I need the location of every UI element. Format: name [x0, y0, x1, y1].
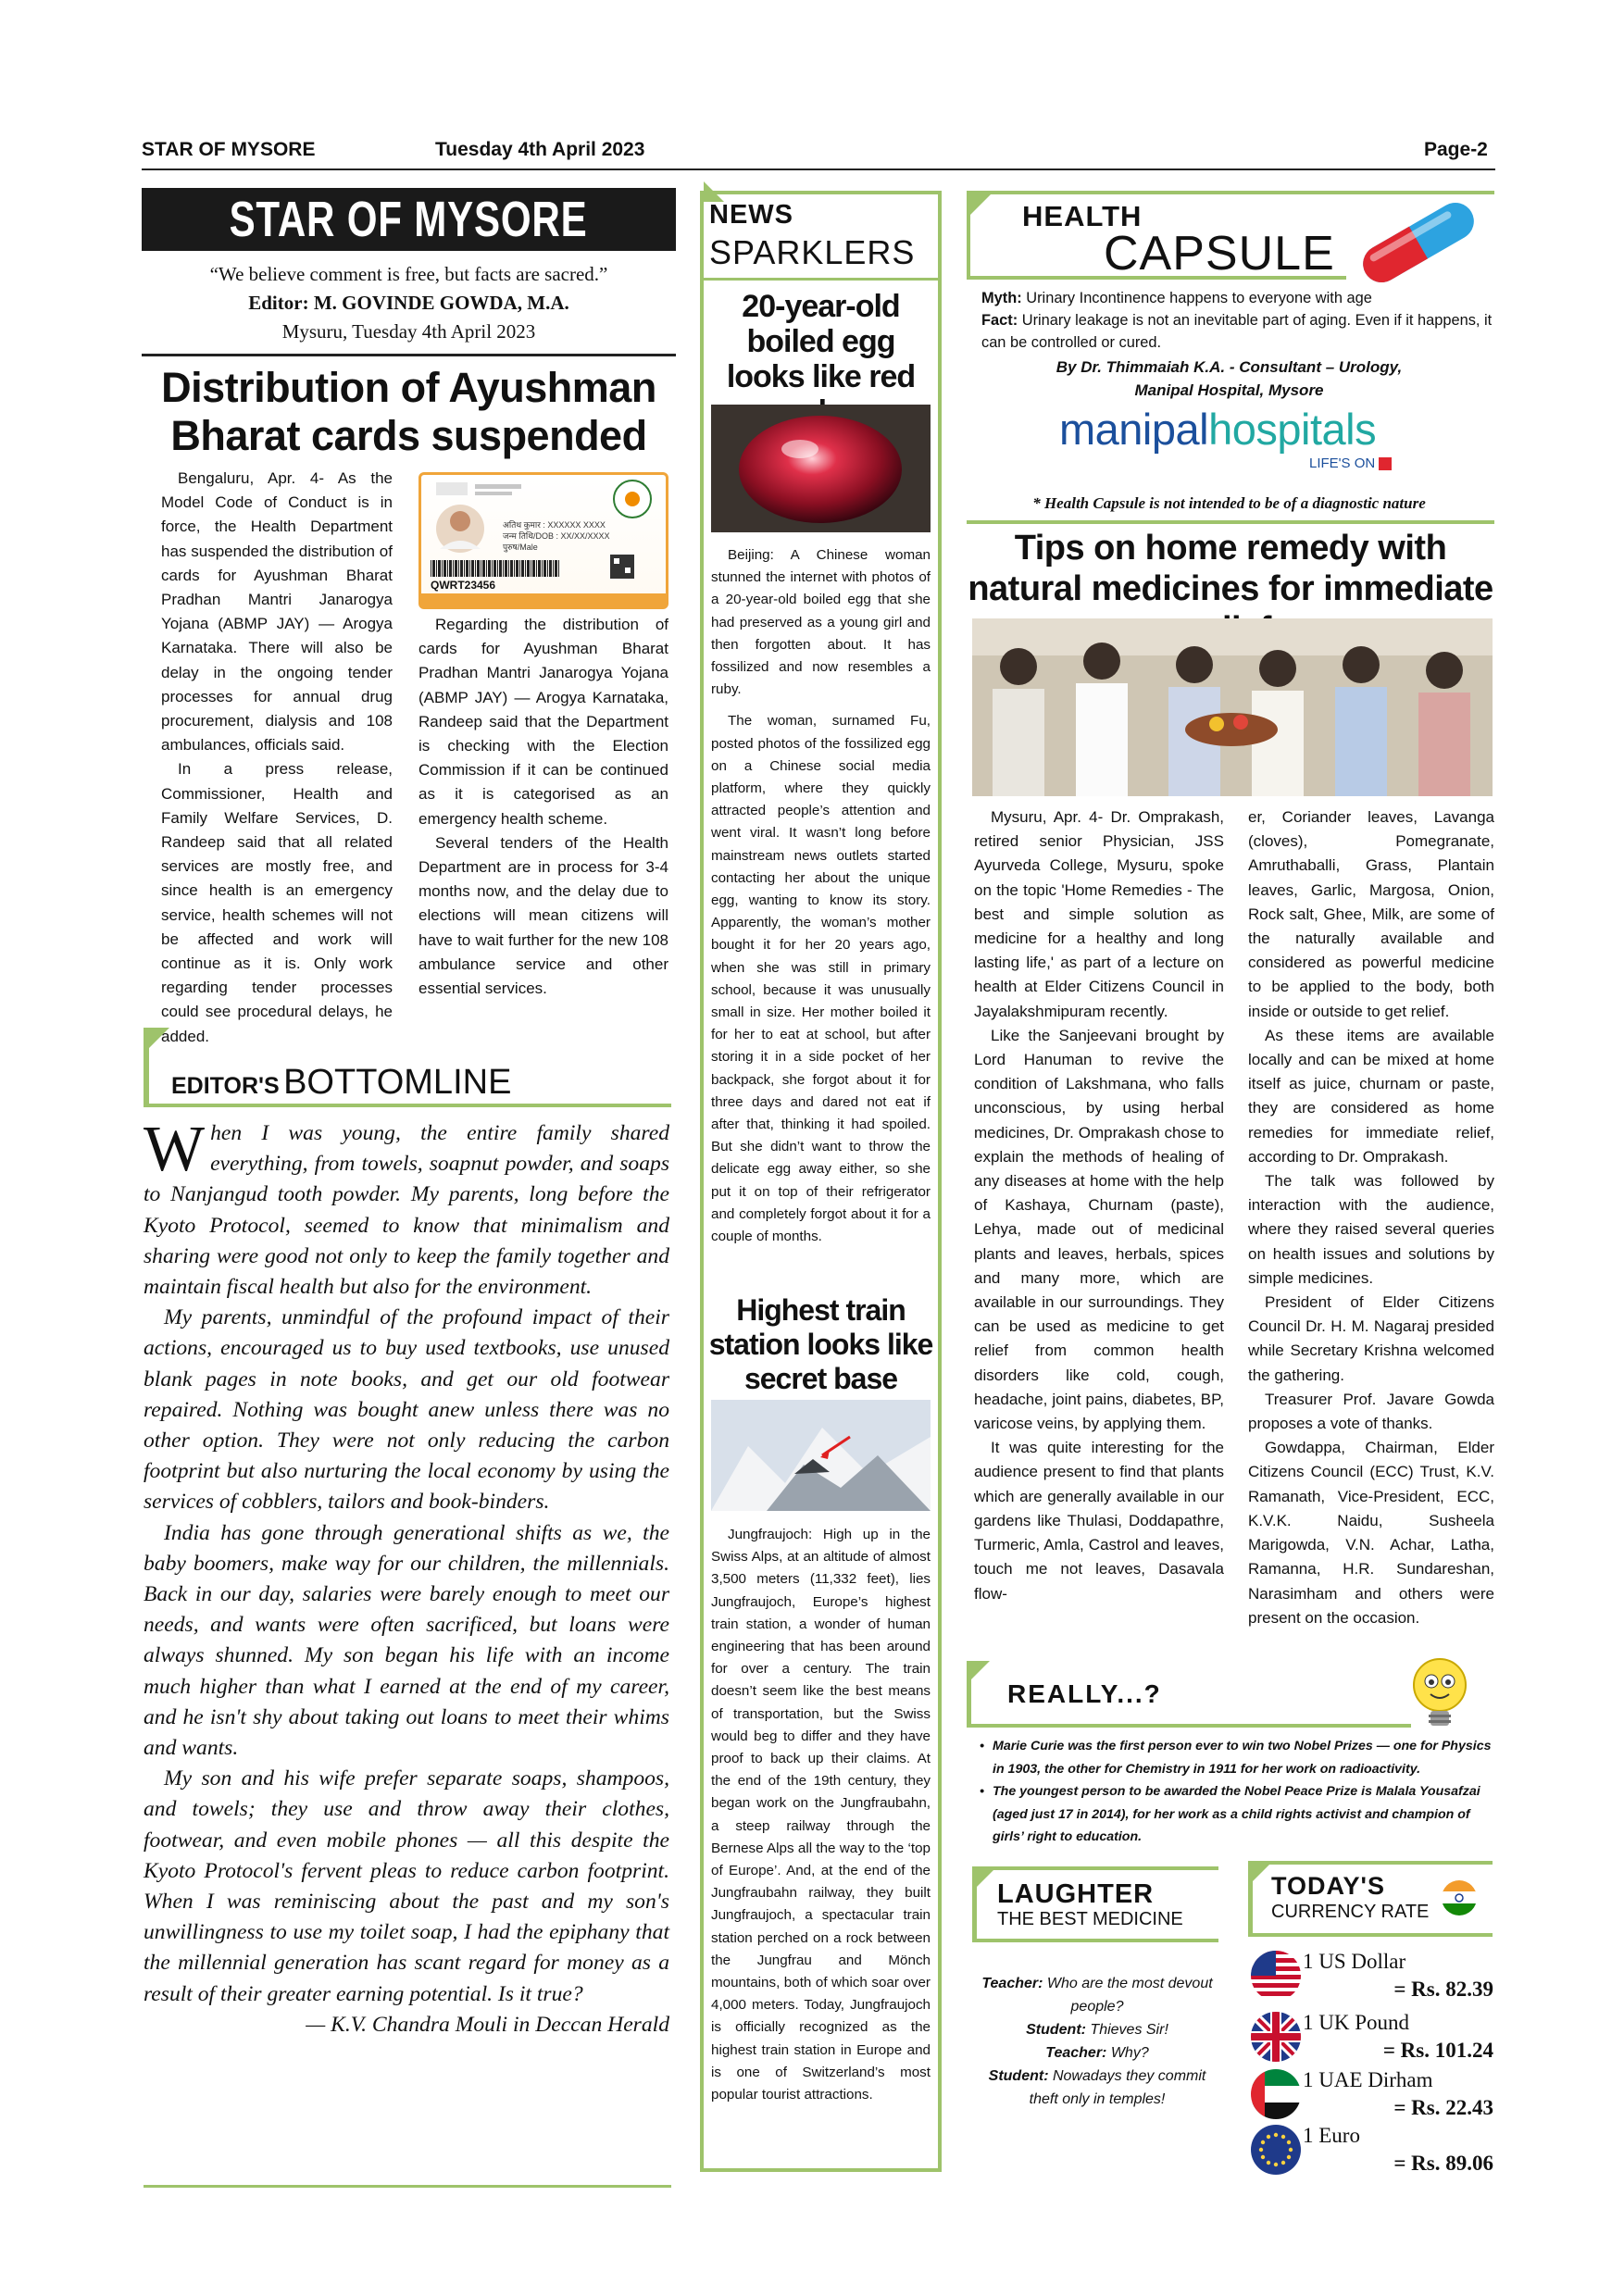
news-title-bold: NEWS [709, 200, 793, 230]
really-item: • Marie Curie was the first person ever to win two Nobel Prizes — one for Physics in 1903, the other for Chemistry in 1911 for her work on radioactivity. [980, 1739, 1492, 1777]
masthead-editor: Editor: M. GOVINDE GOWDA, M.A. [248, 292, 569, 314]
joke-line: Student: Thieves Sir! [1026, 2022, 1168, 2038]
remedy-col2-para: The talk was followed by interaction with the audience, where they raised several queries on health issues and solutions by simple medicines. [1248, 1172, 1494, 1287]
currency-name: 1 UAE Dirham [1303, 2068, 1433, 2091]
lead-col2 [418, 613, 668, 1001]
remedy-col1-para: Like the Sanjeevani brought by Lord Hanuman to revive the condition of Lakshmana, who falls unconscious, by using herbal medicines, Dr. Omprakash chose to explain the methods of healing of any diseases at home with the help of Kashaya, Churnam (paste), Lehya, made out of medicinal plants and leaves, herbals, spices and many more, which are available in our surroundings. They can be used as medicine to get relief from common health disorders like cold, cough, headache, joint pains, diabetes, BP, varicose veins, by applying them. [974, 1026, 1224, 1433]
health-byline: By Dr. Thimmaiah K.A. - Consultant – Urology, Manipal Hospital, Mysore [1056, 358, 1403, 399]
editor-box-tab [149, 1028, 169, 1048]
header-paper-name: STAR OF MYSORE [142, 139, 316, 160]
train-station-photo [711, 1400, 931, 1511]
currency-subtitle: CURRENCY RATE [1271, 1902, 1430, 1922]
health-disclaimer: * Health Capsule is not intended to be of a diagnostic nature [1032, 494, 1426, 512]
currency-rate: = Rs. 89.06 [1393, 2152, 1493, 2175]
lightbulb-icon [1403, 1650, 1477, 1738]
laughter-box-bottom [972, 1939, 1218, 1942]
news-story2-text [711, 1524, 931, 2106]
capsule-icon [1344, 198, 1493, 286]
health-myth: Urinary Incontinence happens to everyone with age [1026, 290, 1372, 306]
ayushman-card-image [418, 472, 668, 609]
egg-graphic [711, 405, 931, 532]
editor-box-title: EDITOR'S BOTTOMLINE [171, 1063, 512, 1102]
masthead-title: STAR OF MYSORE [142, 188, 676, 251]
remedy-col2-para: Gowdappa, Chairman, Elder Citizens Council (ECC) Trust, K.V. Ramanath, Vice-President, ECC, K.V.K. Naidu, Susheela Marigowda, V.N. Achar, Latha, Ramanna, H.R. Sundareshan, Narasimham and others were present on the occasion. [1248, 1439, 1494, 1627]
news-title-light: SPARKLERS [709, 233, 916, 271]
editor-bottom-rule [144, 2185, 671, 2188]
joke-line: Teacher: Why? [1045, 2045, 1149, 2061]
card-gender-line: पुरुष/Male [503, 543, 538, 552]
editor-para: India has gone through generational shifts as we, the baby boomers, make way for our children, the millennials. Back in our day, salaries were barely enough to meet our needs, and wants were often sacrificed, but loans were always shunned. My son began his life with an income much higher than what I earned at the end of my career, and he isn't shy about taking out loans to meet their whims and wants. [144, 1520, 669, 1761]
remedy-col2-para: Treasurer Prof. Javare Gowda proposes a vote of thanks. [1248, 1390, 1494, 1433]
remedy-col1-para: Mysuru, Apr. 4- Dr. Omprakash, retired senior Physician, JSS Ayurveda College, Mysuru, spoke on the topic 'Home Remedies - The best and simple solution as medicine for a healthy and long lasting life,' as part of a lecture on health at Elder Citizens Council in Jayalakshmipuram recently. [974, 808, 1224, 1020]
health-box-top [967, 191, 1494, 194]
remedy-col1 [974, 805, 1224, 1606]
editor-para: My son and his wife prefer separate soaps, shampoos, and towels; they use and throw away their clothes, footwear, and even mobile phones — all this despite the Kyoto Protocol's fervent pleas to reduce carbon footprint. When I was reminiscing about the past and my son's unwillingness to use my toilet soap, I had the epiphany that the millennial generation has scant regard for money as a result of their greater earning potential. Is it true? [144, 1766, 669, 2006]
currency-box-tab [1253, 1865, 1269, 1881]
uae-flag-icon [1250, 2068, 1302, 2120]
editor-text [144, 1114, 669, 2040]
uk-flag-icon [1250, 2011, 1302, 2063]
group-photo-graphic [972, 618, 1493, 796]
currency-name: 1 Euro [1303, 2124, 1360, 2147]
currency-box-top [1248, 1861, 1493, 1865]
elder-citizens-photo [972, 618, 1493, 796]
news-title-rule [704, 278, 938, 281]
editor-para: hen I was young, the entire family shared everything, from towels, soapnut powder, and soaps to Nanjangud tooth powder. My parents, long before the Kyoto Protocol, seemed to know that minimalism and sharing were good not only to keep the family together and maintain fiscal health but also for the environment. [144, 1121, 669, 1300]
alps-graphic [711, 1400, 931, 1511]
masthead-motto: “We believe comment is free, but facts are sacred.” [209, 263, 608, 285]
health-title-light: CAPSULE [1104, 227, 1335, 281]
really-box-tab [971, 1661, 990, 1679]
health-myth-fact: Myth: Urinary Incontinence happens to everyone with age Fact: Urinary leakage is not an inevitable part of aging. Even if it happens, it can be controlled or cured. [981, 290, 1493, 351]
remedy-col2-para: As these items are available locally and can be mixed at home itself as juice, churnam or paste, they are considered as home remedies for immediate relief, according to Dr. Omprakash. [1248, 1026, 1494, 1166]
laughter-joke [981, 1972, 1213, 2111]
really-list [980, 1735, 1494, 1849]
card-id: QWRT23456 [431, 579, 496, 592]
news-story1-para: The woman, surnamed Fu, posted photos of the fossilized egg on a Chinese social media platform, where they quickly attracted people’s attention and went viral. It wasn’t long before mainstream news outlets started contacting her about the unique egg, wanting to know its story. Apparently, the woman’s mother bought it for her 20 years ago, when she was still in primary school, because it was unusually small in size. Her mother boiled it for her to eat at school, but after storing it in a side pocket of her backpack, she forgot about it for three days and dared not eat if after that, thinking it had spoiled. But she didn’t want to throw the delicate egg away either, so she put it on top of their refrigerator and completely forgot about it for a couple of months. [711, 713, 931, 1245]
lead-col1-para: In a press release, Commissioner, Health and Family Welfare Services, D. Randeep said that all related services are mostly free, and since health is an emergency service, health schemes will not be affected and work will continue as it is. Only work regarding tender processes could see procedural delays, he added. [161, 760, 393, 1045]
joke-line: Student: Nowadays they commit theft only in temples! [988, 2068, 1206, 2107]
currency-name: 1 UK Pound [1303, 2011, 1410, 2034]
currency-rate: = Rs. 82.39 [1393, 1978, 1493, 2001]
lead-col2-para: Several tenders of the Health Department are in process for 3-4 months now, and the delay due to elections will mean citizens will have to wait further for the new 108 ambulance service and other essential services. [418, 833, 668, 998]
lead-col2-para: Regarding the distribution of cards for Ayushman Bharat Pradhan Mantri Janarogya Yojana (ABMP JAY) — Arogya Karnataka, Randeep said that the Department is checking with the Election Commission if it can be continued as it is categorised as an emergency health scheme. [418, 616, 668, 828]
manipal-logo: manipalhospitals [1059, 405, 1377, 454]
really-box-rule [967, 1724, 1411, 1728]
remedy-col1-para: It was quite interesting for the audience present to find that plants which are generally available in our gardens like Thulasi, Doddapathre, Turmeric, Amla, Castrol and leaves, touch me not leaves, Dasavala flow- [974, 1439, 1224, 1603]
masthead-rule [142, 354, 676, 356]
laughter-box-top [972, 1866, 1218, 1870]
health-bottom-rule [967, 520, 1494, 524]
currency-box-bottom [1248, 1933, 1493, 1937]
remedy-col2-para: er, Coriander leaves, Lavanga (cloves), Pomegranate, Amruthaballi, Grass, Plantain leaves, Garlic, Margosa, Onion, Rock salt, Ghee, Milk, are some of the naturally available and considered as powerful medicine to be applied to the body, both inside or outside to get relief. [1248, 808, 1494, 1020]
news-story2-headline: Highest train station looks like secret base [708, 1293, 933, 1395]
red-egg-photo [711, 405, 931, 532]
currency-name: 1 US Dollar [1303, 1950, 1406, 1973]
really-title: REALLY...? [1007, 1679, 1162, 1708]
news-story1-text [711, 544, 931, 1248]
laughter-title: LAUGHTER [997, 1879, 1155, 1909]
editor-dropcap: W [144, 1114, 206, 1185]
header-date: Tuesday 4th April 2023 [435, 139, 645, 160]
laughter-box-tab [977, 1870, 993, 1887]
currency-rate: = Rs. 101.24 [1382, 2039, 1493, 2062]
health-box-tab [970, 194, 991, 215]
news-box-tab [704, 181, 724, 202]
currency-rate: = Rs. 22.43 [1393, 2096, 1493, 2119]
lead-col1-para: Bengaluru, Apr. 4- As the Model Code of Conduct is in force, the Health Department has suspended the distribution of cards for Ayushman Bharat Pradhan Mantri Janarogya Yojana (ABMP JAY) — Arogya Karnataka. There will also be delay in the ongoing tender processes for annual drug procurement, dialysis and 108 ambulances, officials said. [161, 469, 393, 755]
laughter-subtitle: THE BEST MEDICINE [997, 1909, 1183, 1929]
remedy-col2 [1248, 805, 1494, 1630]
editor-box-rule [144, 1104, 671, 1107]
header-page-number: Page-2 [1424, 139, 1488, 160]
us-flag-icon [1250, 1950, 1302, 2002]
health-title-bold: HEALTH [1022, 200, 1143, 232]
lead-col1 [161, 467, 393, 1049]
currency-title: TODAY'S [1271, 1872, 1385, 1900]
masthead-dateline: Mysuru, Tuesday 4th April 2023 [281, 320, 536, 343]
news-story2-para: Jungfraujoch: High up in the Swiss Alps, at an altitude of almost 3,500 meters (11,332 feet), lies Jungfraujoch, Europe’s highest train station, a wonder of human engineering that has been around for over a century. The train doesn’t seem like the best means of transportation, but the Swiss would beg to differ and they have proof to back up their claims. At the end of the 19th century, they began work on the Jungfraubahn, a steep railway through the Bernese Alps all the way to the ‘top of Europe’. And, at the end of the Jungfraubahn railway, they built Jungfraujoch, a spectacular train station perched on a rock between the Jungfrau and Mönch mountains, both of which soar over 4,000 meters. Today, Jungfraujoch is officially recognized as the highest train station in Europe and is one of Switzerland’s most popular tourist attractions. [711, 1527, 931, 2103]
news-story1-para: Beijing: A Chinese woman stunned the internet with photos of a 20-year-old boiled egg that she had preserved as a young girl and then forgotten about. It has fossilized and now resembles a ruby. [711, 547, 931, 698]
header-rule [142, 168, 1495, 170]
card-dob-line: जन्म तिथि/DOB : XX/XX/XXXX [503, 531, 610, 541]
lead-headline: Distribution of Ayushman Bharat cards suspended [161, 364, 656, 459]
remedy-col2-para: President of Elder Citizens Council Dr. H. M. Nagaraj presided while Secretary Krishna welcomed the gathering. [1248, 1293, 1494, 1384]
eu-flag-icon [1250, 2124, 1302, 2176]
really-item: • The youngest person to be awarded the Nobel Peace Prize is Malala Yousafzai (aged just 17 in 2014), for her work as a child rights activist and champion of girls’ right to education. [980, 1784, 1480, 1845]
manipal-tagline: LIFE'S ON [1309, 455, 1392, 471]
news-story1-headline: 20-year-old boiled egg looks like red [726, 289, 916, 394]
remedy-headline: Tips on home remedy with natural medicines for immediate [968, 529, 1493, 608]
editor-byline: — K.V. Chandra Mouli in Deccan Herald [306, 2012, 669, 2037]
health-fact: Urinary leakage is not an inevitable part of aging. Even if it happens, it can be controlled or cured. [981, 312, 1493, 351]
india-flag-icon [1441, 1879, 1478, 1916]
editor-para: My parents, unmindful of the profound impact of their actions, encouraged us to buy used textbooks, use unused blank pages in note books, and get our old footwear repaired. Nothing was bought anew unless there was no other option. They were not only reducing the carbon footprint but also nurturing the local economy by using the services of cobblers, tailors and book-binders. [144, 1305, 669, 1515]
card-name-line: अतिथ कुमार : XXXXXX XXXX [503, 520, 606, 530]
joke-line: Teacher: Who are the most devout people? [981, 1976, 1213, 2015]
